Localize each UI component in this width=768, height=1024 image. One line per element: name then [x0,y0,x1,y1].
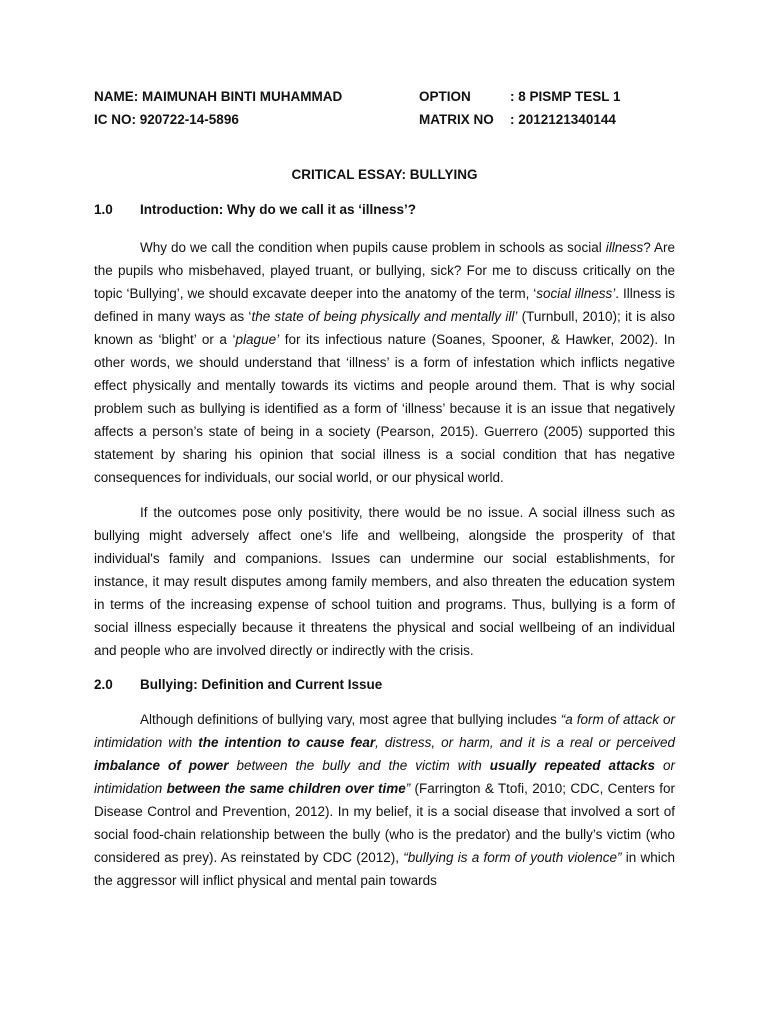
matrix-value: : 2012121340144 [510,112,616,127]
option-value: : 8 PISMP TESL 1 [510,89,621,104]
matrix-label: MATRIX NO [419,112,494,127]
section-number: 1.0 [94,202,113,217]
option-label: OPTION [419,89,471,104]
paragraph-intro-1: Why do we call the condition when pupils cause problem in schools as social illness? Are the pupils who misbehaved, played truant, or bullying, sick? For me to discuss critically on the topic ‘Bullying’, we should excavate deeper into the anatomy of the term, ‘social illness’. Illness is defined in many ways as ‘the state of being physically and mentally ill’ (Turnbull, 2010); it is also known as ‘blight’ or a ‘plague’ for its infectious nature (Soanes, Spooner, & Hawker, 2002). In other words, we should understand that ‘illness’ is a form of infestation which inflicts negative effect physically and mentally towards its victims and people around them. That is why social problem such as bullying is identified as a form of ‘illness’ because it is an issue that negatively affects a person’s state of being in a society (Pearson, 2015). Guerrero (2005) supported this statement by sharing his opinion that social illness is a social condition that has negative consequences for individuals, our social world, or our physical world. [94,240,675,485]
header-row-2 [94,108,675,131]
section-heading-bullying [94,676,675,694]
section-title: Introduction: Why do we call it as ‘illness’? [140,202,417,217]
section-number: 2.0 [94,677,113,692]
header-row-1 [94,85,675,108]
section-heading-intro [94,201,675,219]
ic-number: IC NO: 920722-14-5896 [94,112,239,127]
student-name: NAME: MAIMUNAH BINTI MUHAMMAD [94,89,343,104]
paragraph-intro-2: If the outcomes pose only positivity, there would be no issue. A social illness such as bullying might adversely affect one's life and wellbeing, alongside the prosperity of that individual's family and companions. Issues can undermine our social establishments, for instance, it may result disputes among family members, and also threaten the education system in terms of the increasing expense of school tuition and programs. Thus, bullying is a form of social illness especially because it threatens the physical and social wellbeing of an individual and people who are involved directly or indirectly with the crisis. [94,505,675,658]
essay-title: CRITICAL ESSAY: BULLYING [291,167,478,182]
essay-page [94,85,675,892]
paragraph-definition: Although definitions of bullying vary, most agree that bullying includes “a form of attack or intimidation with the intention to cause fear, distress, or harm, and it is a real or perceived imbalance of power between the bully and the victim with usually repeated attacks or intimidation between the same children over time” (Farrington & Ttofi, 2010; CDC, Centers for Disease Control and Prevention, 2012). In my belief, it is a social disease that involved a sort of social food-chain relationship between the bully (who is the predator) and the bully’s victim (who considered as prey). As reinstated by CDC (2012), “bullying is a form of youth violence” in which the aggressor will inflict physical and mental pain towards [94,712,676,888]
section-title: Bullying: Definition and Current Issue [140,677,383,692]
